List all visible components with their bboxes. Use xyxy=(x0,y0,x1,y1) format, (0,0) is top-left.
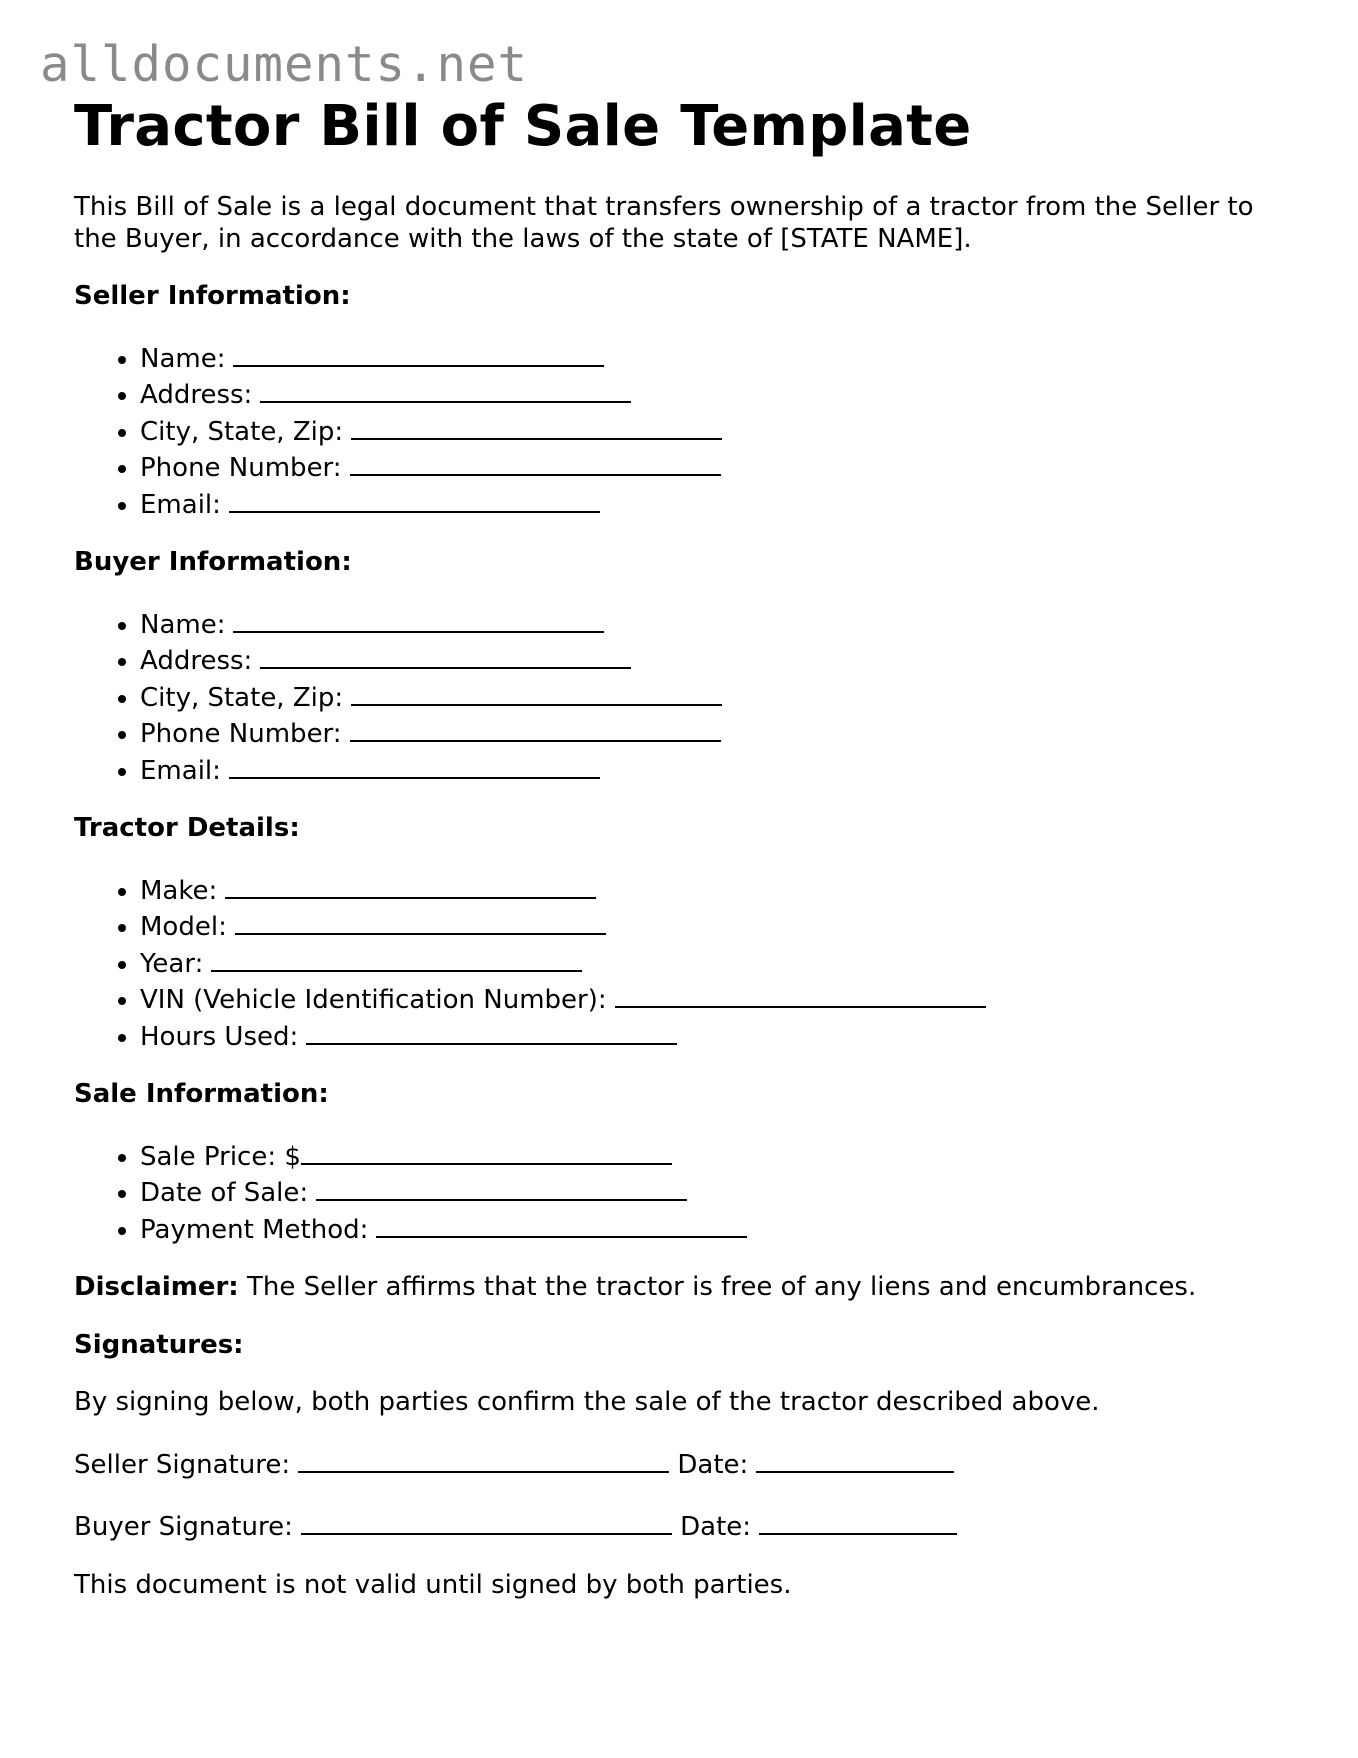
field-label: Name: xyxy=(140,609,226,640)
field-label: Address: xyxy=(140,646,253,676)
buyer-city-state-zip-blank[interactable] xyxy=(351,678,722,706)
buyer-signature-line xyxy=(74,1507,1304,1544)
seller-date-blank[interactable] xyxy=(756,1445,954,1473)
payment-method-blank[interactable] xyxy=(376,1210,747,1238)
seller-phone-blank[interactable] xyxy=(350,448,721,476)
sale-date-field xyxy=(140,1173,1304,1210)
seller-address-field xyxy=(140,375,1304,412)
sale-date-blank[interactable] xyxy=(316,1173,687,1201)
buyer-phone-blank[interactable] xyxy=(350,714,721,742)
validity-note: This document is not valid until signed by both parties. xyxy=(74,1569,792,1600)
seller-signature-line xyxy=(74,1445,1304,1482)
sale-price-blank[interactable] xyxy=(301,1137,672,1165)
tractor-vin-blank[interactable] xyxy=(615,980,986,1008)
field-label: VIN (Vehicle Identification Number): xyxy=(140,985,607,1015)
seller-signature-label: Seller Signature: xyxy=(74,1449,291,1480)
buyer-email-field xyxy=(140,751,1304,788)
tractor-fields-list xyxy=(74,871,1304,1054)
field-label: Name: xyxy=(140,343,226,374)
tractor-vin-field xyxy=(140,980,1304,1017)
disclaimer-label: Disclaimer: xyxy=(74,1272,239,1302)
seller-city-state-zip-field xyxy=(140,412,1304,449)
tractor-hours-blank[interactable] xyxy=(306,1017,677,1045)
intro-paragraph: This Bill of Sale is a legal document that transfers ownership of a tractor from the Seller to the Buyer, in accordance with the laws of the state of [STATE NAME]. xyxy=(74,192,1254,254)
watermark: alldocuments.net xyxy=(40,36,529,93)
disclaimer xyxy=(74,1272,1304,1304)
signatures-heading: Signatures: xyxy=(74,1329,244,1360)
tractor-heading: Tractor Details: xyxy=(74,813,300,843)
field-label: Phone Number: xyxy=(140,453,342,483)
seller-heading: Seller Information: xyxy=(74,281,351,311)
seller-fields-list xyxy=(74,339,1304,522)
buyer-city-state-zip-field xyxy=(140,678,1304,715)
buyer-date-label: Date: xyxy=(680,1512,752,1542)
buyer-address-field xyxy=(140,641,1304,678)
seller-email-field xyxy=(140,485,1304,522)
tractor-hours-field xyxy=(140,1017,1304,1054)
sale-price-field xyxy=(140,1137,1304,1174)
sale-heading: Sale Information: xyxy=(74,1079,329,1109)
document-body xyxy=(74,92,1304,1601)
buyer-signature-blank[interactable] xyxy=(301,1507,672,1535)
tractor-make-field xyxy=(140,871,1304,908)
disclaimer-text: The Seller affirms that the tractor is free of any liens and encumbrances. xyxy=(238,1272,1197,1302)
seller-date-label: Date: xyxy=(677,1449,749,1480)
buyer-signature-label: Buyer Signature: xyxy=(74,1512,293,1542)
buyer-fields-list xyxy=(74,605,1304,788)
document-title: Tractor Bill of Sale Template xyxy=(74,94,972,159)
field-label: Model: xyxy=(140,912,227,942)
field-label: Sale Price: $ xyxy=(140,1141,301,1172)
buyer-email-blank[interactable] xyxy=(229,751,600,779)
seller-email-blank[interactable] xyxy=(229,485,600,513)
payment-method-field xyxy=(140,1210,1304,1247)
signatures-intro: By signing below, both parties confirm the sale of the tractor described above. xyxy=(74,1387,1100,1417)
buyer-address-blank[interactable] xyxy=(260,641,631,669)
field-label: Email: xyxy=(140,489,221,520)
field-label: Date of Sale: xyxy=(140,1178,309,1208)
seller-address-blank[interactable] xyxy=(260,375,631,403)
seller-signature-blank[interactable] xyxy=(298,1445,669,1473)
field-label: Year: xyxy=(140,948,204,979)
buyer-heading: Buyer Information: xyxy=(74,547,352,577)
field-label: Payment Method: xyxy=(140,1214,369,1245)
seller-name-field xyxy=(140,339,1304,376)
tractor-year-blank[interactable] xyxy=(211,944,582,972)
buyer-name-field xyxy=(140,605,1304,642)
field-label: Make: xyxy=(140,875,218,906)
seller-name-blank[interactable] xyxy=(233,339,604,367)
field-label: Email: xyxy=(140,755,221,786)
field-label: Address: xyxy=(140,380,253,410)
field-label: Hours Used: xyxy=(140,1021,299,1052)
tractor-model-blank[interactable] xyxy=(235,907,606,935)
sale-fields-list xyxy=(74,1137,1304,1247)
tractor-year-field xyxy=(140,944,1304,981)
field-label: City, State, Zip: xyxy=(140,416,344,447)
field-label: Phone Number: xyxy=(140,719,342,749)
seller-city-state-zip-blank[interactable] xyxy=(351,412,722,440)
tractor-make-blank[interactable] xyxy=(225,871,596,899)
buyer-name-blank[interactable] xyxy=(233,605,604,633)
buyer-phone-field xyxy=(140,714,1304,751)
seller-phone-field xyxy=(140,448,1304,485)
field-label: City, State, Zip: xyxy=(140,682,344,713)
buyer-date-blank[interactable] xyxy=(759,1507,957,1535)
tractor-model-field xyxy=(140,907,1304,944)
